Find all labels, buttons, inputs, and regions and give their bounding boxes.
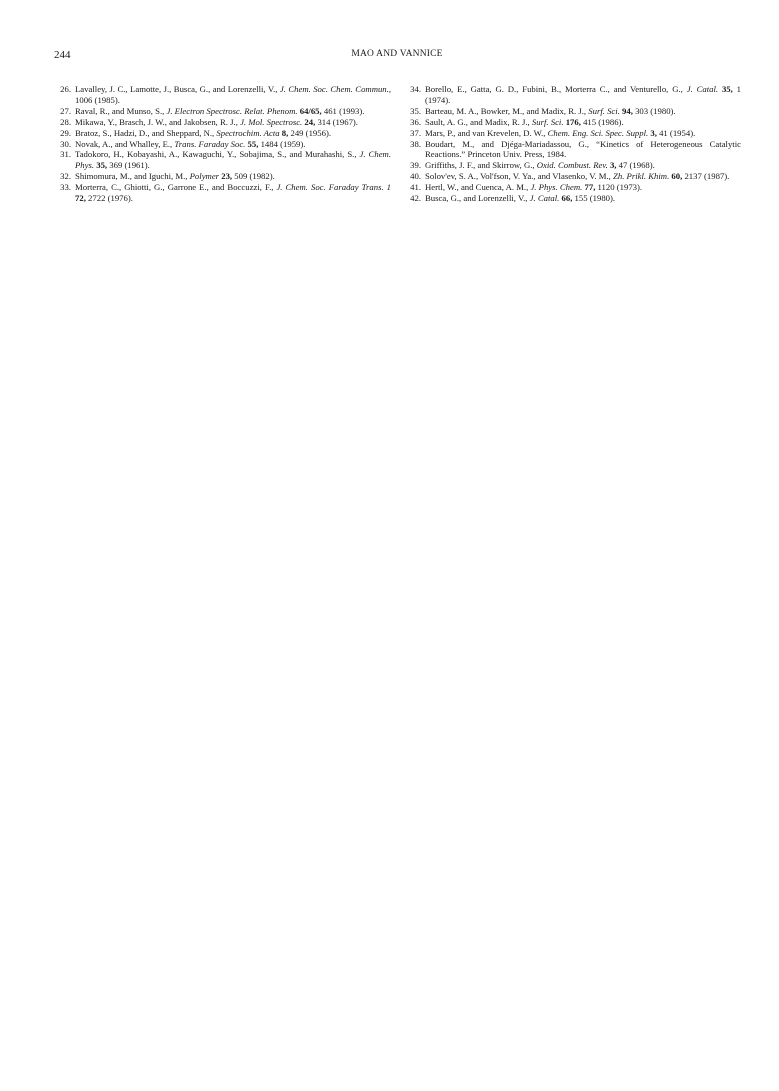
reference-entry [406, 117, 741, 128]
reference-journal: J. Phys. Chem. [530, 182, 583, 193]
reference-text: 1 (1974). [425, 84, 742, 105]
reference-entry [56, 128, 391, 139]
reference-text: Bratoz, S., Hadzi, D., and Sheppard, N., [75, 127, 217, 138]
reference-text: 369 (1961). [107, 160, 150, 171]
reference-journal: Zh. Prikl. Khim. [613, 171, 670, 182]
reference-entry [56, 182, 391, 204]
reference-text: 41 (1954). [656, 127, 696, 138]
reference-journal: J. Mol. Spectrosc. [240, 116, 303, 127]
reference-entry [56, 171, 391, 182]
reference-entry [56, 139, 391, 150]
reference-text: Boudart, M., and Djéga-Mariadassou, G., “Kinetics of Heterogeneous Catalytic Reactions.” Princeton Univ. Press, 1984. [425, 138, 741, 160]
reference-number: 40. [410, 171, 421, 182]
reference-text: 1484 (1959). [258, 138, 306, 149]
reference-journal: J. Chem. Soc. Chem. Commun. [279, 84, 389, 94]
reference-volume: 94, [622, 105, 633, 116]
reference-number: 31. [60, 149, 71, 160]
reference-text: 2137 (1987). [682, 171, 730, 182]
reference-number: 34. [410, 84, 421, 94]
reference-number: 29. [60, 127, 71, 138]
page-number: 244 [54, 49, 71, 61]
reference-volume: 77, [584, 182, 596, 193]
running-head: MAO AND VANNICE [351, 49, 443, 59]
reference-number: 30. [60, 138, 71, 149]
reference-number: 33. [60, 182, 71, 193]
reference-text: Busca, G., and Lorenzelli, V., [425, 193, 530, 204]
reference-text: 509 (1982). [232, 171, 275, 182]
reference-journal: J. Catal. [529, 193, 560, 204]
reference-volume: 3, [609, 160, 617, 171]
reference-journal: J. Chem. Phys. [75, 149, 391, 171]
reference-number: 36. [410, 116, 421, 127]
reference-journal: Chem. Eng. Sci. Spec. Suppl. [547, 127, 649, 138]
reference-text: Mikawa, Y., Brasch, J. W., and Jakobsen, R. J., [75, 116, 241, 127]
reference-volume: 66, [561, 193, 573, 204]
reference-entry [56, 149, 391, 171]
reference-volume: 23, [221, 171, 233, 182]
reference-journal: Surf. Sci. [531, 116, 564, 127]
reference-text: 249 (1956). [288, 127, 332, 138]
reference-text: Barteau, M. A., Bowker, M., and Madix, R. J., [425, 105, 589, 116]
reference-entry [406, 106, 741, 117]
page-header [52, 49, 742, 63]
reference-text: Raval, R., and Munso, S., [75, 105, 167, 116]
reference-volume: 3, [650, 127, 657, 138]
reference-text: Tadokoro, H., Kobayashi, A., Kawaguchi, Y., Sobajima, S., and Murahashi, S., [75, 149, 360, 160]
reference-text: Mars, P., and van Krevelen, D. W., [425, 127, 548, 138]
reference-number: 26. [60, 84, 71, 94]
reference-text: Novak, A., and Whalley, E., [75, 138, 175, 149]
reference-journal: J. Chem. Soc. Faraday Trans. 1 [276, 182, 391, 193]
reference-entry [406, 171, 741, 182]
reference-volume: 60, [671, 171, 683, 182]
reference-text: 461 (1993). [321, 105, 365, 116]
reference-text: Morterra, C., Ghiotti, G., Garrone E., and Boccuzzi, F., [75, 182, 277, 193]
reference-entry [56, 84, 391, 106]
reference-number: 38. [410, 138, 421, 149]
reference-volume: 8, [281, 127, 289, 138]
reference-text: 303 (1980). [632, 105, 676, 116]
reference-number: 39. [410, 160, 421, 171]
reference-text: 155 (1980). [572, 193, 616, 204]
reference-entry [406, 193, 741, 204]
reference-volume: 35, [721, 84, 733, 94]
reference-text: Hertl, W., and Cuenca, A. M., [425, 182, 531, 193]
reference-volume: 35, [96, 160, 108, 171]
reference-entry [406, 84, 741, 106]
reference-entry [56, 106, 391, 117]
reference-journal: J. Catal. [686, 84, 719, 94]
reference-text: Shimomura, M., and Iguchi, M., [75, 171, 190, 182]
reference-number: 37. [410, 127, 421, 138]
reference-number: 27. [60, 105, 71, 116]
reference-entry [406, 139, 741, 161]
reference-text: Lavalley, J. C., Lamotte, J., Busca, G., and Lorenzelli, V., [75, 84, 280, 94]
reference-text: 415 (1986). [580, 116, 624, 127]
reference-text: Sault, A. G., and Madix, R. J., [425, 116, 532, 127]
reference-journal: Spectrochim. Acta [216, 127, 280, 138]
reference-text: 1120 (1973). [595, 182, 643, 193]
references-column-left [56, 84, 391, 204]
reference-number: 28. [60, 116, 71, 127]
references-column-right [406, 84, 741, 204]
reference-journal: Oxid. Combust. Rev. [536, 160, 608, 171]
reference-volume: 24, [304, 116, 316, 127]
reference-text: , 1006 (1985). [75, 84, 391, 105]
reference-volume: 72, [75, 193, 86, 204]
reference-volume: 176, [565, 116, 581, 127]
reference-entry [56, 117, 391, 128]
reference-journal: J. Electron Spectrosc. Relat. Phenom. [166, 105, 298, 116]
reference-number: 35. [410, 105, 421, 116]
reference-text: Solov'ev, S. A., Vol'fson, V. Ya., and Vlasenko, V. M., [425, 171, 614, 182]
reference-entry [406, 160, 741, 171]
reference-text: Griffiths, J. F., and Skirrow, G., [425, 160, 537, 171]
reference-entry [406, 128, 741, 139]
reference-volume: 64/65, [299, 105, 322, 116]
reference-journal: Polymer [189, 171, 220, 182]
reference-text: 47 (1968). [616, 160, 655, 171]
reference-number: 32. [60, 171, 71, 182]
reference-text: 2722 (1976). [85, 193, 133, 204]
reference-text: Borello, E., Gatta, G. D., Fubini, B., Morterra C., and Venturello, G., [425, 84, 687, 94]
reference-journal: Surf. Sci. [588, 105, 620, 116]
reference-number: 42. [410, 193, 421, 204]
reference-entry [406, 182, 741, 193]
reference-text: 314 (1967). [315, 116, 358, 127]
reference-volume: 55, [247, 138, 259, 149]
reference-journal: Trans. Faraday Soc. [174, 138, 246, 149]
reference-number: 41. [410, 182, 421, 193]
